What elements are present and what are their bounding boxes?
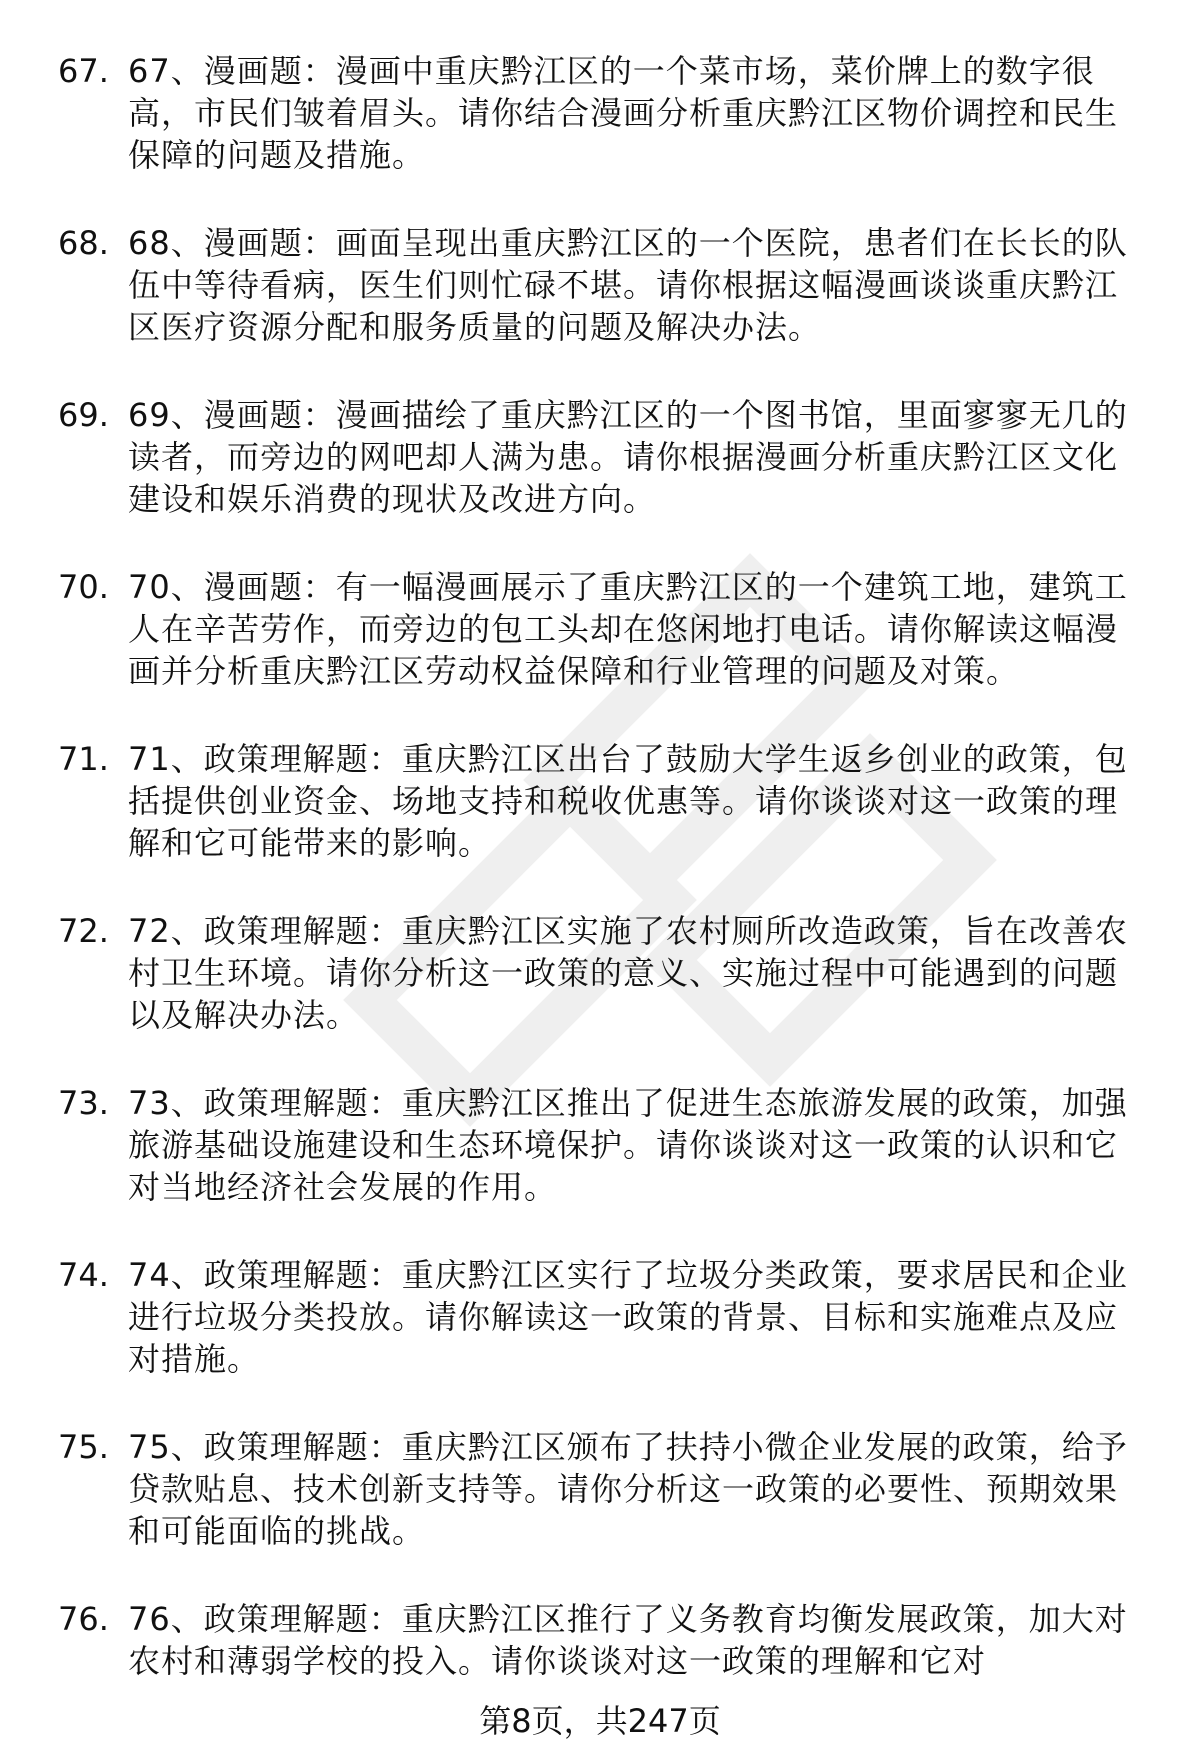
question-text: 76、政策理解题：重庆黔江区推行了义务教育均衡发展政策，加大对农村和薄弱学校的投入。请你谈谈对这一政策的理解和它对	[128, 1600, 1128, 1680]
question-item	[58, 566, 1148, 692]
question-text: 75、政策理解题：重庆黔江区颁布了扶持小微企业发展的政策，给予贷款贴息、技术创新支持等。请你分析这一政策的必要性、预期效果和可能面临的挑战。	[128, 1428, 1128, 1550]
question-number: 72.	[58, 912, 109, 950]
question-number: 75.	[58, 1428, 109, 1466]
question-text: 69、漫画题：漫画描绘了重庆黔江区的一个图书馆，里面寥寥无几的读者，而旁边的网吧却人满为患。请你根据漫画分析重庆黔江区文化建设和娱乐消费的现状及改进方向。	[128, 396, 1128, 518]
question-item	[58, 910, 1148, 1036]
question-number: 67.	[58, 52, 109, 90]
question-number: 69.	[58, 396, 109, 434]
question-item	[58, 1426, 1148, 1552]
question-item	[58, 222, 1148, 348]
question-item	[58, 1254, 1148, 1380]
question-number: 76.	[58, 1600, 109, 1638]
question-text: 70、漫画题：有一幅漫画展示了重庆黔江区的一个建筑工地，建筑工人在辛苦劳作，而旁边的包工头却在悠闲地打电话。请你解读这幅漫画并分析重庆黔江区劳动权益保障和行业管理的问题及对策。	[128, 568, 1128, 690]
question-text: 68、漫画题：画面呈现出重庆黔江区的一个医院，患者们在长长的队伍中等待看病，医生们则忙碌不堪。请你根据这幅漫画谈谈重庆黔江区医疗资源分配和服务质量的问题及解决办法。	[128, 224, 1128, 346]
question-list	[58, 50, 1148, 1728]
question-number: 73.	[58, 1084, 109, 1122]
question-number: 68.	[58, 224, 109, 262]
question-item	[58, 1598, 1148, 1682]
page-number-footer: 第8页，共247页	[479, 1702, 721, 1740]
question-item	[58, 394, 1148, 520]
question-number: 71.	[58, 740, 109, 778]
question-item	[58, 50, 1148, 176]
question-item	[58, 1082, 1148, 1208]
question-number: 74.	[58, 1256, 109, 1294]
question-text: 72、政策理解题：重庆黔江区实施了农村厕所改造政策，旨在改善农村卫生环境。请你分析这一政策的意义、实施过程中可能遇到的问题以及解决办法。	[128, 912, 1128, 1034]
question-number: 70.	[58, 568, 109, 606]
question-text: 74、政策理解题：重庆黔江区实行了垃圾分类政策，要求居民和企业进行垃圾分类投放。请你解读这一政策的背景、目标和实施难点及应对措施。	[128, 1256, 1128, 1378]
question-text: 71、政策理解题：重庆黔江区出台了鼓励大学生返乡创业的政策，包括提供创业资金、场地支持和税收优惠等。请你谈谈对这一政策的理解和它可能带来的影响。	[128, 740, 1128, 862]
question-text: 73、政策理解题：重庆黔江区推出了促进生态旅游发展的政策，加强旅游基础设施建设和生态环境保护。请你谈谈对这一政策的认识和它对当地经济社会发展的作用。	[128, 1084, 1128, 1206]
question-text: 67、漫画题：漫画中重庆黔江区的一个菜市场，菜价牌上的数字很高，市民们皱着眉头。请你结合漫画分析重庆黔江区物价调控和民生保障的问题及措施。	[128, 52, 1119, 174]
question-item	[58, 738, 1148, 864]
